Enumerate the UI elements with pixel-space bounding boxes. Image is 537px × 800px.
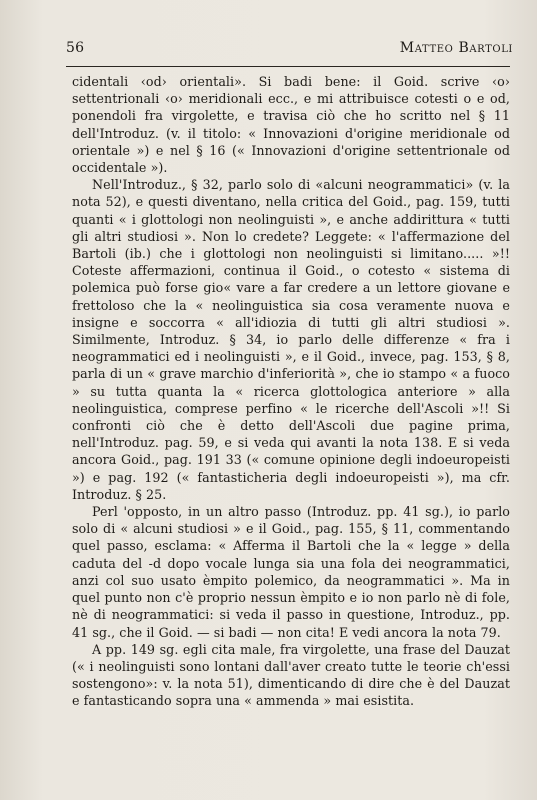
running-head: Matteo Bartoli [399,40,513,56]
body-text [72,73,510,710]
paragraph-4: A pp. 149 sg. egli cita male, fra virgolette, una frase del Dauzat (« i neolinguisti sono lontani dall'aver creato tutte le teorie ch'essi sostengono»: v. la nota 51), dimenticando di dire che è del Dauzat e fantasticando sopra una « ammenda » mai esistita. [72,641,510,709]
paragraph-1: cidentali ‹od› orientali». Si badi bene: il Goid. scrive ‹o› settentrionali ‹o› meridionali ecc., e mi attribuisce cotesti o e od, ponendoli fra virgolette, e travisa ciò che ho scritto nel § 11 dell'Introduz. (v. il titolo: « Innovazioni d'origine meridionale od orientale ») e nel § 16 (« Innovazioni d'origine settentrionale od occidentale »). [72,74,510,176]
page-header [66,40,513,60]
paragraph-3: Perl 'opposto, in un altro passo (Introduz. pp. 41 sg.), io parlo solo di « alcuni studiosi » e il Goid., pag. 155, § 11, commentando quel passo, esclama: « Afferma il Bartoli che la « legge » della caduta del -d dopo vocale lunga sia una fola dei neogrammatici, anzi col suo usato èmpito polemico, da neogrammatici ». Ma in quel punto non c'è proprio nessun èmpito e io non parlo nè di fole, nè di neogrammatici: si veda il passo in questione, Introduz., pp. 41 sg., che il Goid. — si badi — non cita! E vedi ancora la nota 79. [72,504,510,640]
page-number: 56 [66,40,85,56]
paragraph-2: Nell'Introduz., § 32, parlo solo di «alcuni neogrammatici» (v. la nota 52), e questi diventano, nella critica del Goid., pag. 159, tutti quanti « i glottologi non neolinguisti », e anche addirittura « tutti gli altri studiosi ». Non lo credete? Leggete: « l'affermazione del Bartoli (ib.) che i glottologi non neolinguisti si limitano..... »!! Coteste affermazioni, continua il Goid., o cotesto « sistema di polemica può forse gio« vare a far credere a un lettore giovane e frettoloso che la « neolinguistica sia cosa veramente nuova e insigne e soccorra « all'idiozia di tutti gli altri studiosi ». Similmente, Introduz. § 34, io parlo delle differenze « fra i neogrammatici ed i neolinguisti », e il Goid., invece, pag. 153, § 8, parla di un « grave marchio d'inferiorità », che io stampo « a fuoco » su tutta quanta la « ricerca glottologica anteriore » alla neolinguistica, comprese perfino « le ricerche dell'Ascoli »!! Si confronti ciò che è detto dell'Ascoli due pagine prima, nell'Introduz. pag. 59, e si veda qui avanti la nota 138. E si veda ancora Goid., pag. 191 33 (« comune opinione degli indoeuropeisti ») e pag. 192 (« fantasticheria degli indoeuropeisti »), ma cfr. Introduz. § 25. [72,177,510,502]
header-rule [66,66,510,67]
